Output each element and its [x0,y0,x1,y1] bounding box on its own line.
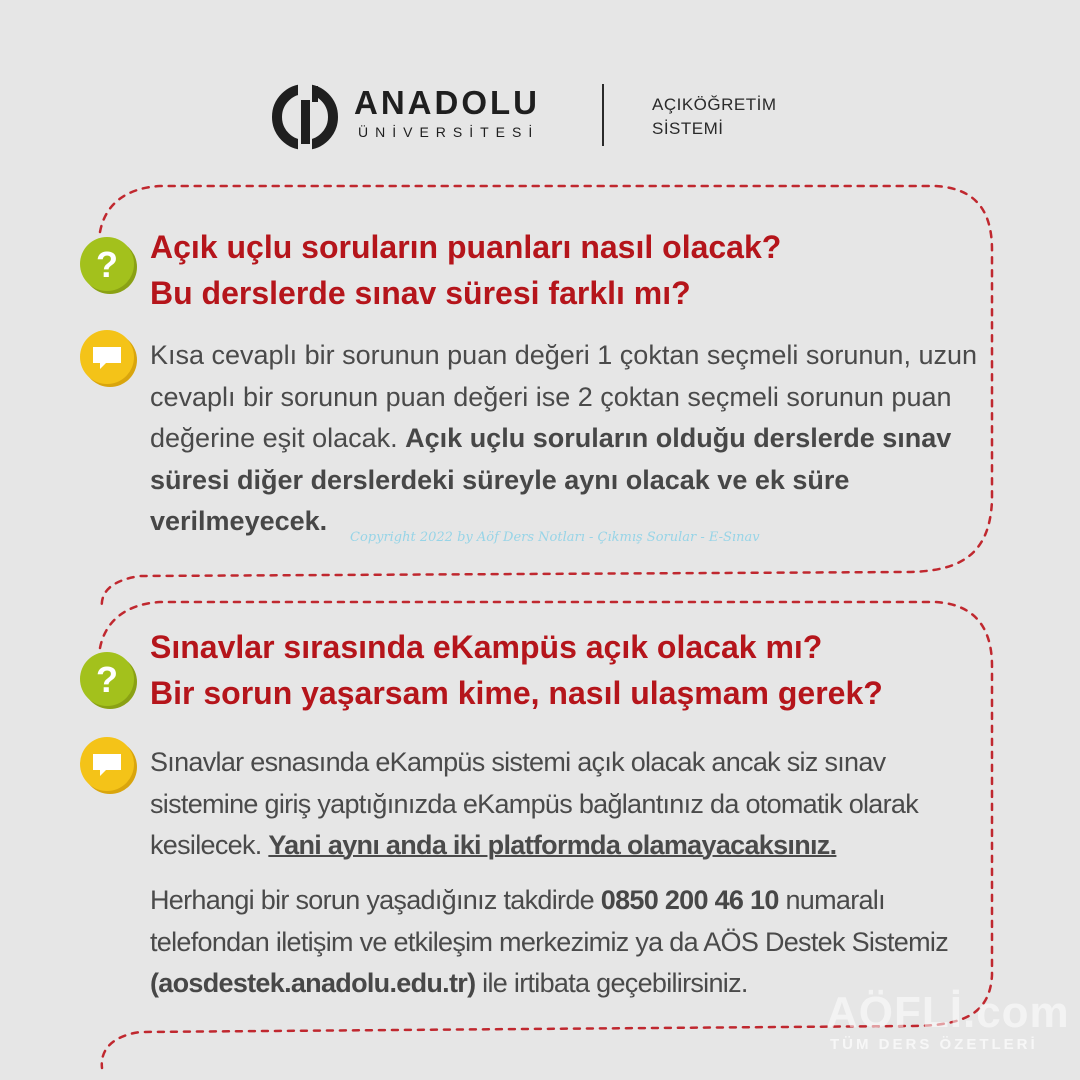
svg-text:?: ? [96,244,118,285]
support-phone-number: 0850 200 46 10 [600,885,779,915]
section-1-answer [150,335,980,543]
section-1-question [150,224,781,316]
speech-bubble-icon [76,326,138,388]
question-mark-icon [76,233,138,295]
system-name-line1: AÇIKÖĞRETİM [652,95,777,114]
watermark-brand: AÖFLİ.com [826,988,1070,1037]
copyright-notice: Copyright 2022 by Aöf Ders Notları - Çıkmış Sorular - E-Sınav [350,530,760,545]
section-2-question [150,624,883,716]
section-2-question-line2: Bir sorun yaşarsam kime, nasıl ulaşmam gerek? [150,675,883,711]
svg-text:?: ? [96,659,118,700]
support-website: (aosdestek.anadolu.edu.tr) [150,968,476,998]
section-1-question-line2: Bu derslerde sınav süresi farklı mı? [150,275,691,311]
question-mark-icon [76,648,138,710]
section-2-answer-2-part2: numaralı telefondan iletişim ve etkileşim merkezimiz ya da AÖS Destek Sistemiz [150,885,948,957]
section-2-answer-1 [150,742,980,867]
system-name-line2: SİSTEMİ [652,119,724,138]
logo-name: ANADOLU [354,84,540,121]
section-1-answer-text: Kısa cevaplı bir sorunun puan değeri 1 çoktan seçmeli sorunun, uzun cevaplı bir sorunun puan değeri ise 2 çoktan seçmeli sorunun puan değerine eşit olacak. [150,340,977,453]
section-1-question-line1: Açık uçlu soruların puanları nasıl olacak? [150,229,782,265]
section-2-answer-2 [150,880,980,1005]
watermark-tagline: TÜM DERS ÖZETLERİ [830,1036,1038,1053]
section-1-answer-bold: Açık uçlu soruların olduğu derslerde sınav süresi diğer derslerdeki süreyle aynı olacak ve ek süre verilmeyecek. [150,423,952,536]
section-2-answer-2-part1: Herhangi bir sorun yaşadığınız takdirde [150,885,601,915]
section-2-answer-2-part3: ile irtibata geçebilirsiniz. [475,968,748,998]
logo-subtitle: ÜNİVERSİTESİ [358,124,540,140]
section-2-answer-1-underlined: Yani aynı anda iki platformda olamayacaksınız. [268,830,837,860]
section-2-question-line1: Sınavlar sırasında eKampüs açık olacak mı? [150,629,823,665]
section-2-answer-1-text: Sınavlar esnasında eKampüs sistemi açık olacak ancak siz sınav sistemine giriş yaptığınızda eKampüs bağlantınız da otomatik olarak kesilecek. [150,747,919,860]
speech-bubble-icon [76,733,138,795]
